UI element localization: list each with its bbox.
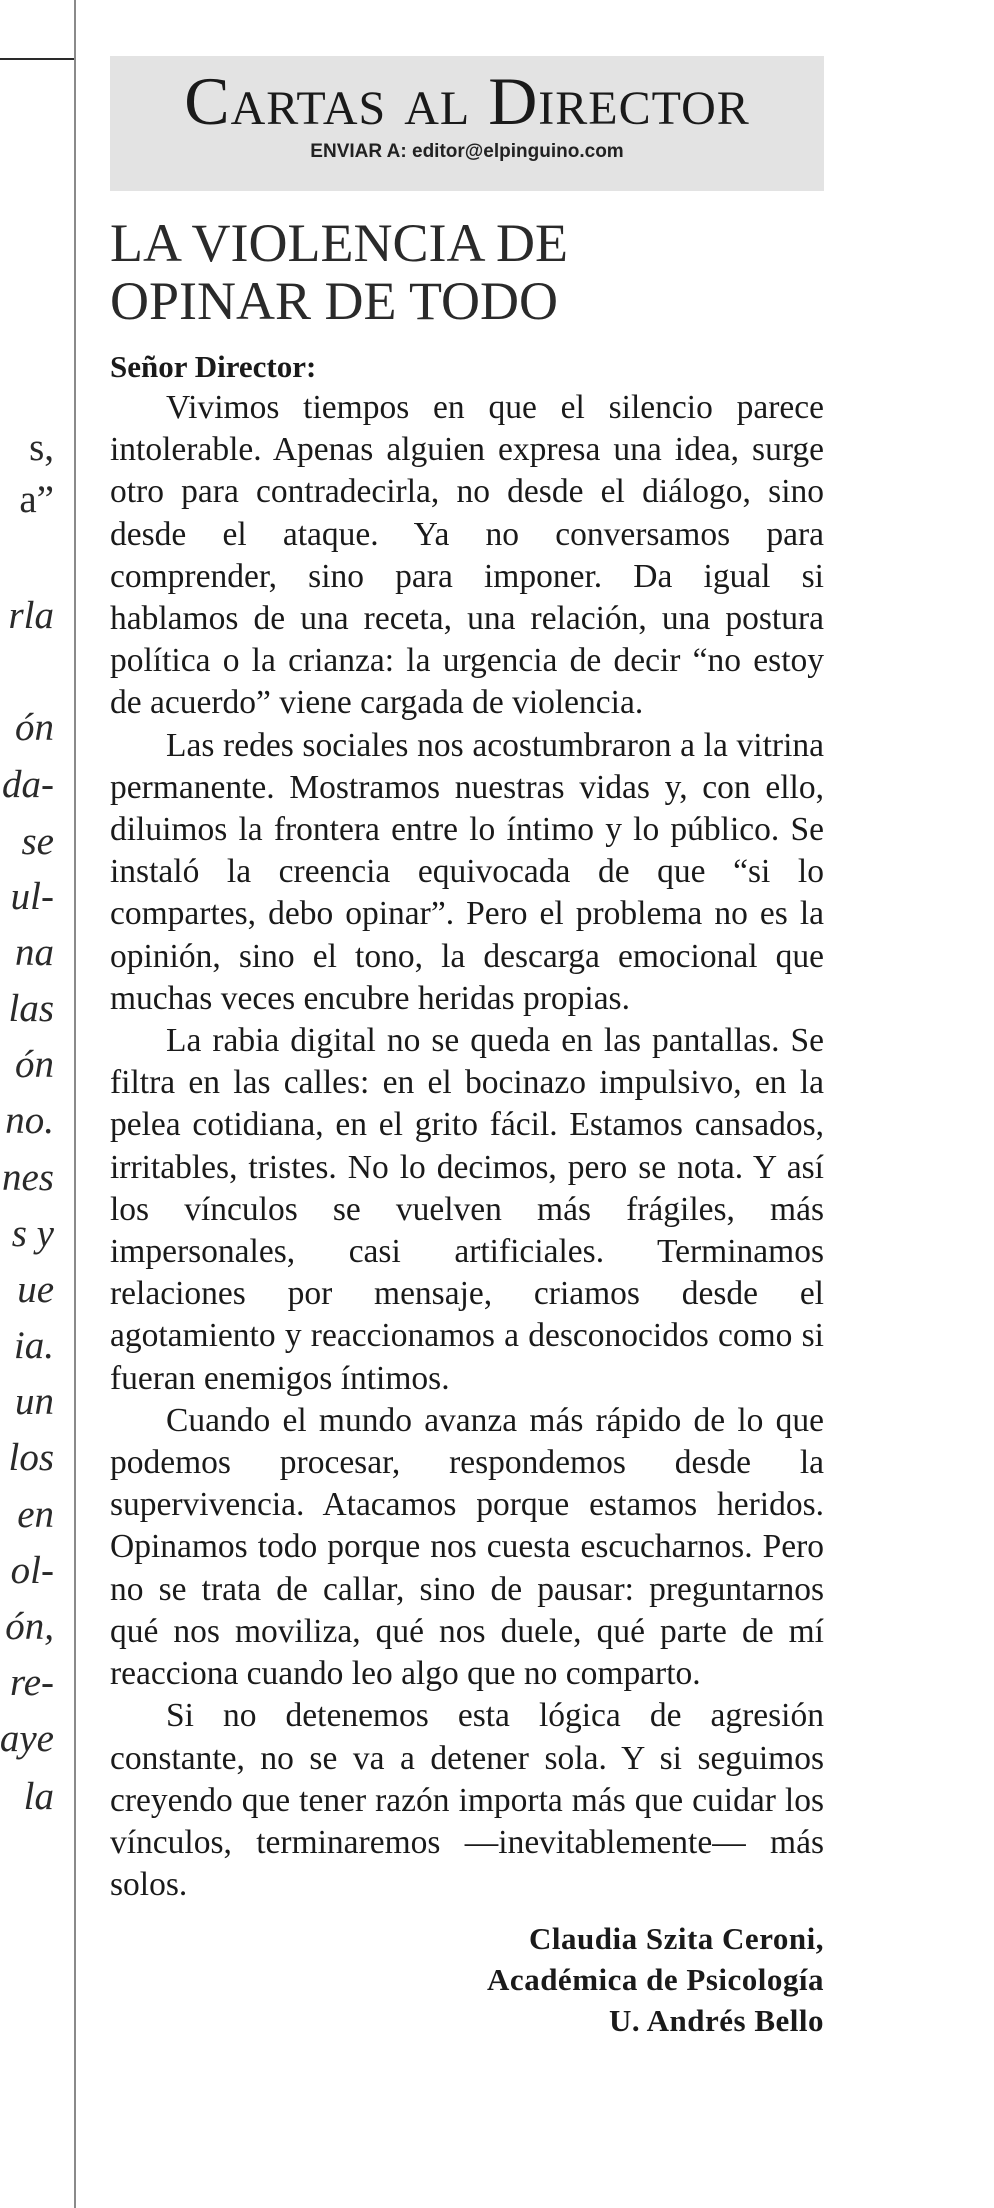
adjacent-text-fragment: s,: [29, 426, 54, 469]
adjacent-text-fragment: la: [23, 1775, 54, 1818]
submission-line: [110, 141, 824, 163]
headline-line: LA VIOLENCIA DE: [110, 213, 568, 273]
email-prefix: ENVIAR A:: [310, 141, 407, 163]
headline-line: OPINAR DE TODO: [110, 271, 559, 331]
adjacent-text-fragment: ul-: [10, 875, 54, 918]
adjacent-column-fragment: [0, 0, 74, 2208]
section-title: Cartas al Director: [184, 63, 750, 139]
author-role: Académica de Psicología: [487, 1962, 824, 1998]
body-paragraph: Vivimos tiempos en que el silencio parece intolerable. Apenas alguien expresa una idea, surge otro para contradecirla, no desde el diálogo, sino desde el ataque. Ya no conversamos para comprender, sino para imponer. Da igual si hablamos de una receta, una relación, una postura política o la crianza: la urgencia de decir “no estoy de acuerdo” viene cargada de violencia.: [110, 389, 824, 722]
adjacent-text-fragment: nes: [2, 1156, 54, 1199]
adjacent-text-fragment: en: [17, 1493, 54, 1536]
adjacent-text-fragment: ia.: [13, 1324, 54, 1367]
body-paragraph: Cuando el mundo avanza más rápido de lo que podemos procesar, respondemos desde la supervivencia. Atacamos porque estamos heridos. Opinamos todo porque nos cuesta escucharnos. Pero no se trata de callar, sino de pausar: preguntarnos qué nos moviliza, qué nos duele, qué parte de mí reacciona cuando leo algo que no comparto.: [110, 1401, 824, 1693]
adjacent-text-fragment: da-: [2, 763, 54, 806]
adjacent-text-fragment: ol-: [10, 1549, 54, 1592]
adjacent-text-fragment: ón: [15, 706, 54, 749]
body-paragraph: La rabia digital no se queda en las pantallas. Se filtra en las calles: en el bocinazo impulsivo, en la pelea cotidiana, en el grito fácil. Estamos cansados, irritables, tristes. No lo decimos, pero se nota. Y así los vínculos se vuelven más frágiles, más impersonales, casi artificiales. Terminamos relaciones por mensaje, criamos desde el agotamiento y reaccionamos a desconocidos como si fueran enemigos íntimos.: [110, 1022, 824, 1397]
adjacent-text-fragment: re-: [9, 1661, 54, 1704]
letter-headline: [110, 214, 824, 330]
adjacent-text-fragment: ue: [17, 1268, 54, 1311]
adjacent-text-fragment: se: [21, 820, 54, 863]
column-divider: [74, 0, 76, 2208]
adjacent-text-fragment: los: [8, 1436, 54, 1479]
adjacent-text-fragment: un: [15, 1380, 54, 1423]
adjacent-text-fragment: aye: [0, 1717, 54, 1760]
adjacent-text-fragment: no.: [5, 1099, 54, 1142]
editor-email: editor@elpinguino.com: [412, 141, 624, 163]
signature-block: [110, 1918, 824, 2041]
adjacent-text-fragment: s y: [11, 1212, 54, 1255]
section-header: [110, 56, 824, 191]
author-institution: U. Andrés Bello: [608, 2003, 824, 2039]
letter-article: [110, 214, 824, 2041]
adjacent-text-fragment: ón,: [5, 1605, 54, 1648]
adjacent-text-fragment: na: [15, 931, 54, 974]
adjacent-text-fragment: rla: [8, 594, 54, 637]
adjacent-text-fragment: a”: [19, 478, 54, 521]
body-paragraph: Las redes sociales nos acostumbraron a la vitrina permanente. Mostramos nuestras vidas y, con ello, diluimos la frontera entre lo íntimo y lo público. Se instaló la creencia equivocada de que “si lo compartes, debo opinar”. Pero el problema no es la opinión, sino el tono, la descarga emocional que muchas veces encubre heridas propias.: [110, 726, 824, 1017]
body-paragraph: Si no detenemos esta lógica de agresión constante, no se va a detener sola. Y si seguimos creyendo que tener razón importa más que cuidar los vínculos, terminaremos —inevitablemente— más solos.: [110, 1697, 824, 1904]
salutation: Señor Director:: [110, 349, 317, 384]
column-rule: [0, 58, 74, 60]
letter-body: [110, 387, 824, 1906]
adjacent-text-fragment: ón: [15, 1043, 54, 1086]
adjacent-text-fragment: las: [8, 987, 54, 1030]
author-name: Claudia Szita Ceroni,: [529, 1921, 824, 1957]
